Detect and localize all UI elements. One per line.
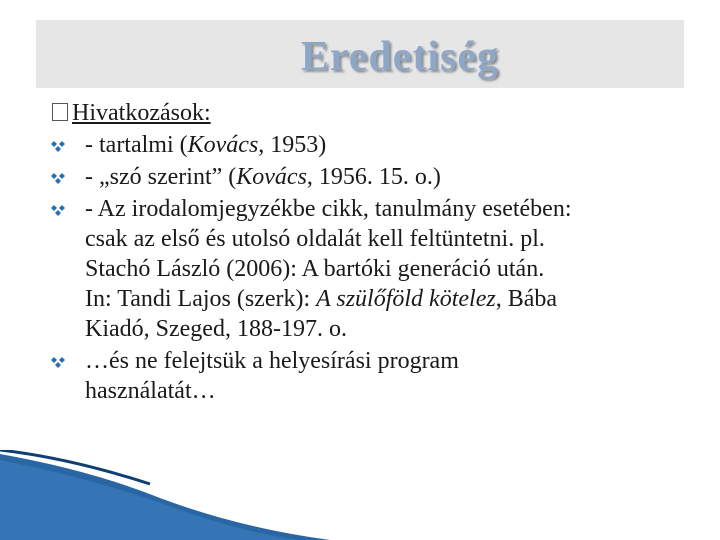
diamond-bullet-icon: [50, 172, 66, 186]
title-band: [36, 20, 684, 88]
item-text: - tartalmi (: [85, 132, 188, 158]
list-item: [48, 194, 688, 344]
checkbox-bullet-icon: [52, 103, 68, 121]
item-text: , Bába: [495, 286, 557, 312]
item-line: …és ne felejtsük a helyesírási program: [85, 348, 459, 374]
book-title: A szülőföld kötelez: [316, 286, 496, 312]
item-line: [85, 284, 688, 314]
slide-content: [48, 96, 688, 406]
item-text: In: Tandi Lajos (szerk):: [85, 286, 317, 312]
diamond-bullet-icon: [50, 140, 66, 154]
slide-title: Eredetiség: [300, 34, 500, 80]
section-heading: [48, 96, 688, 130]
corner-swoosh-decoration: [0, 450, 720, 540]
item-line: használatát…: [85, 378, 216, 404]
diamond-bullet-icon: [50, 356, 66, 370]
diamond-bullet-icon: [50, 204, 66, 218]
item-line: - Az irodalomjegyzékbe cikk, tanulmány esetében:: [85, 196, 572, 222]
item-citation-name: Kovács: [236, 164, 307, 190]
item-line: Kiadó, Szeged, 188-197. o.: [85, 316, 347, 342]
list-item: [48, 162, 688, 192]
item-text: - „szó szerint” (: [85, 164, 237, 190]
heading-label: Hivatkozások:: [72, 100, 211, 126]
list-item: [48, 346, 688, 406]
item-citation-name: Kovács: [187, 132, 259, 158]
item-text: , 1953): [258, 132, 327, 158]
item-line: csak az első és utolsó oldalát kell feltüntetni. pl.: [85, 226, 545, 252]
item-text: , 1956. 15. o.): [306, 164, 441, 190]
list-item: [48, 130, 688, 160]
item-line: Stachó László (2006): A bartóki generáció után.: [85, 256, 545, 282]
